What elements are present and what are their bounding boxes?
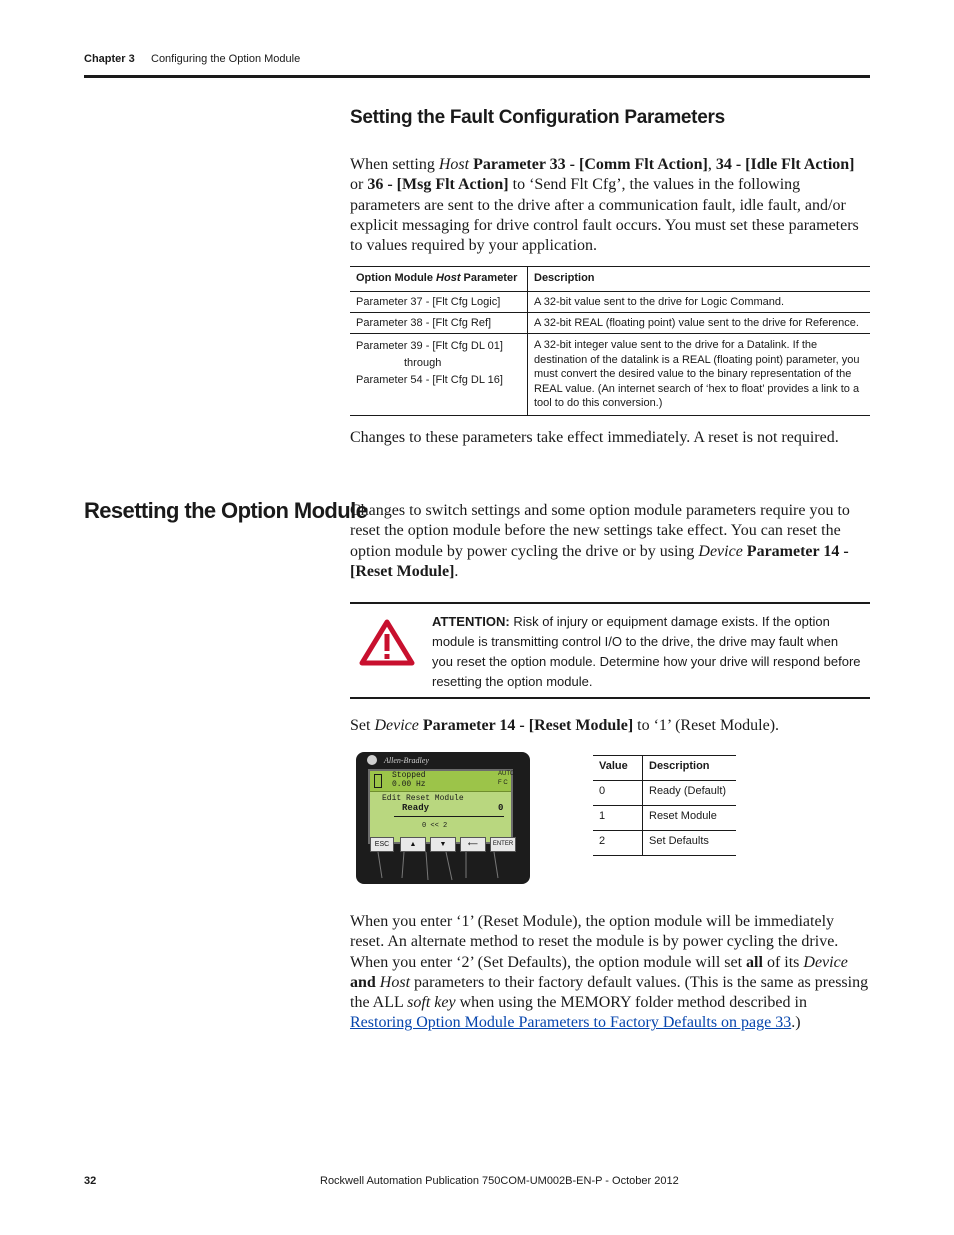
resetting-paragraph: Changes to switch settings and some option module parameters require you to reset the option module before the new settings take effect. You can reset the option module by power cycling the drive or by using Device Parameter 14 - [Reset Module]. (350, 502, 850, 580)
table-header-row: Value Description (593, 756, 736, 781)
value-range: 0 << 2 (422, 822, 448, 830)
reset-explanation-paragraph: When you enter ‘1’ (Reset Module), the option module will be immediately reset. An alternate method to reset the module is by power cycling the drive. When you enter ‘2’ (Set Defaults), the option module will set all of its Device and Host parameters to their factory default values. (This is the same as pressing the ALL soft key when using the MEMORY folder method described in Restoring Option Module Parameters to Factory Defaults on page 33.) (350, 913, 869, 1032)
edit-title: Edit Reset Module (382, 794, 464, 803)
chapter-label: Chapter 3 (84, 53, 135, 65)
fault-config-note: Changes to these parameters take effect immediately. A reset is not required. (350, 429, 839, 446)
table-row: 2 Set Defaults (593, 831, 736, 856)
drive-status: Stopped (392, 771, 426, 780)
table-row: Parameter 39 - [Flt Cfg DL 01] through Parameter 54 - [Flt Cfg DL 16] A 32-bit integer value sent to the drive for a Datalink. If the destination of the datalink is a REAL (floating point) parameter, you must convert the desired value to the binary representation of the REAL value. (An internet search of ‘hex to float’ provides a link to a tool to do this conversion.) (350, 334, 870, 416)
auto-indicator: AUTO (498, 771, 515, 777)
publication-info: Rockwell Automation Publication 750COM-UM002B-EN-P - October 2012 (320, 1175, 679, 1187)
table-row: Parameter 38 - [Flt Cfg Ref] A 32-bit REAL (floating point) value sent to the drive for Reference. (350, 313, 870, 334)
attention-text: ATTENTION: Risk of injury or equipment damage exists. If the option module is transmitting control I/O to the drive, the drive may fault when you reset the option module. Determine how your drive will respond before resetting the option module. (432, 614, 861, 689)
reset-values-table (593, 755, 736, 856)
page-header (84, 53, 870, 78)
table-row: 0 Ready (Default) (593, 781, 736, 806)
section-heading-fault-config: Setting the Fault Configuration Parameters (350, 107, 725, 128)
soft-keys (370, 837, 518, 851)
section-heading-resetting: Resetting the Option Module (84, 498, 368, 523)
table-row: 1 Reset Module (593, 806, 736, 831)
edit-value: 0 (498, 803, 504, 813)
esc-key[interactable]: ESC (370, 837, 394, 852)
table-row: Parameter 37 - [Flt Cfg Logic] A 32-bit value sent to the drive for Logic Command. (350, 292, 870, 313)
col-header-description: Description (534, 272, 595, 284)
down-arrow-icon[interactable]: ▼ (430, 837, 456, 852)
restoring-defaults-link[interactable]: Restoring Option Module Parameters to Factory Defaults on page 33 (350, 1014, 792, 1032)
attention-box (350, 602, 870, 699)
warning-triangle-icon (359, 618, 415, 666)
edit-value-label: Ready (402, 803, 430, 813)
chapter-title: Configuring the Option Module (151, 53, 301, 65)
page-number: 32 (84, 1175, 97, 1187)
brand-label: Allen-Bradley (384, 756, 429, 765)
enter-key[interactable]: ENTER (490, 837, 516, 852)
up-arrow-icon[interactable]: ▲ (400, 837, 426, 852)
fault-config-table (350, 266, 870, 416)
him-keypad-illustration (356, 752, 530, 884)
allen-bradley-logo-icon (367, 755, 377, 765)
fault-config-paragraph: When setting Host Parameter 33 - [Comm Flt Action], 34 - [Idle Flt Action] or 36 - [Msg Flt Action] to ‘Send Flt Cfg’, the values in the following parameters are sent to the drive after a communication fault, idle fault, and/or explicit messaging for drive control fault occurs. You must set these parameters to values required by your application. (350, 156, 859, 255)
table-header-row (350, 267, 870, 292)
key-leader-lines (356, 852, 530, 884)
drive-frequency: 0.00 Hz (392, 780, 426, 789)
col-header-parameter: Option Module Host Parameter (350, 267, 528, 292)
status-indicator-icon (374, 774, 382, 788)
fc-indicator: F C (498, 780, 508, 786)
lcd-screen (368, 769, 513, 844)
set-parameter-line: Set Device Parameter 14 - [Reset Module] to ‘1’ (Reset Module). (350, 717, 780, 734)
back-arrow-icon[interactable]: ⟵ (460, 837, 486, 852)
